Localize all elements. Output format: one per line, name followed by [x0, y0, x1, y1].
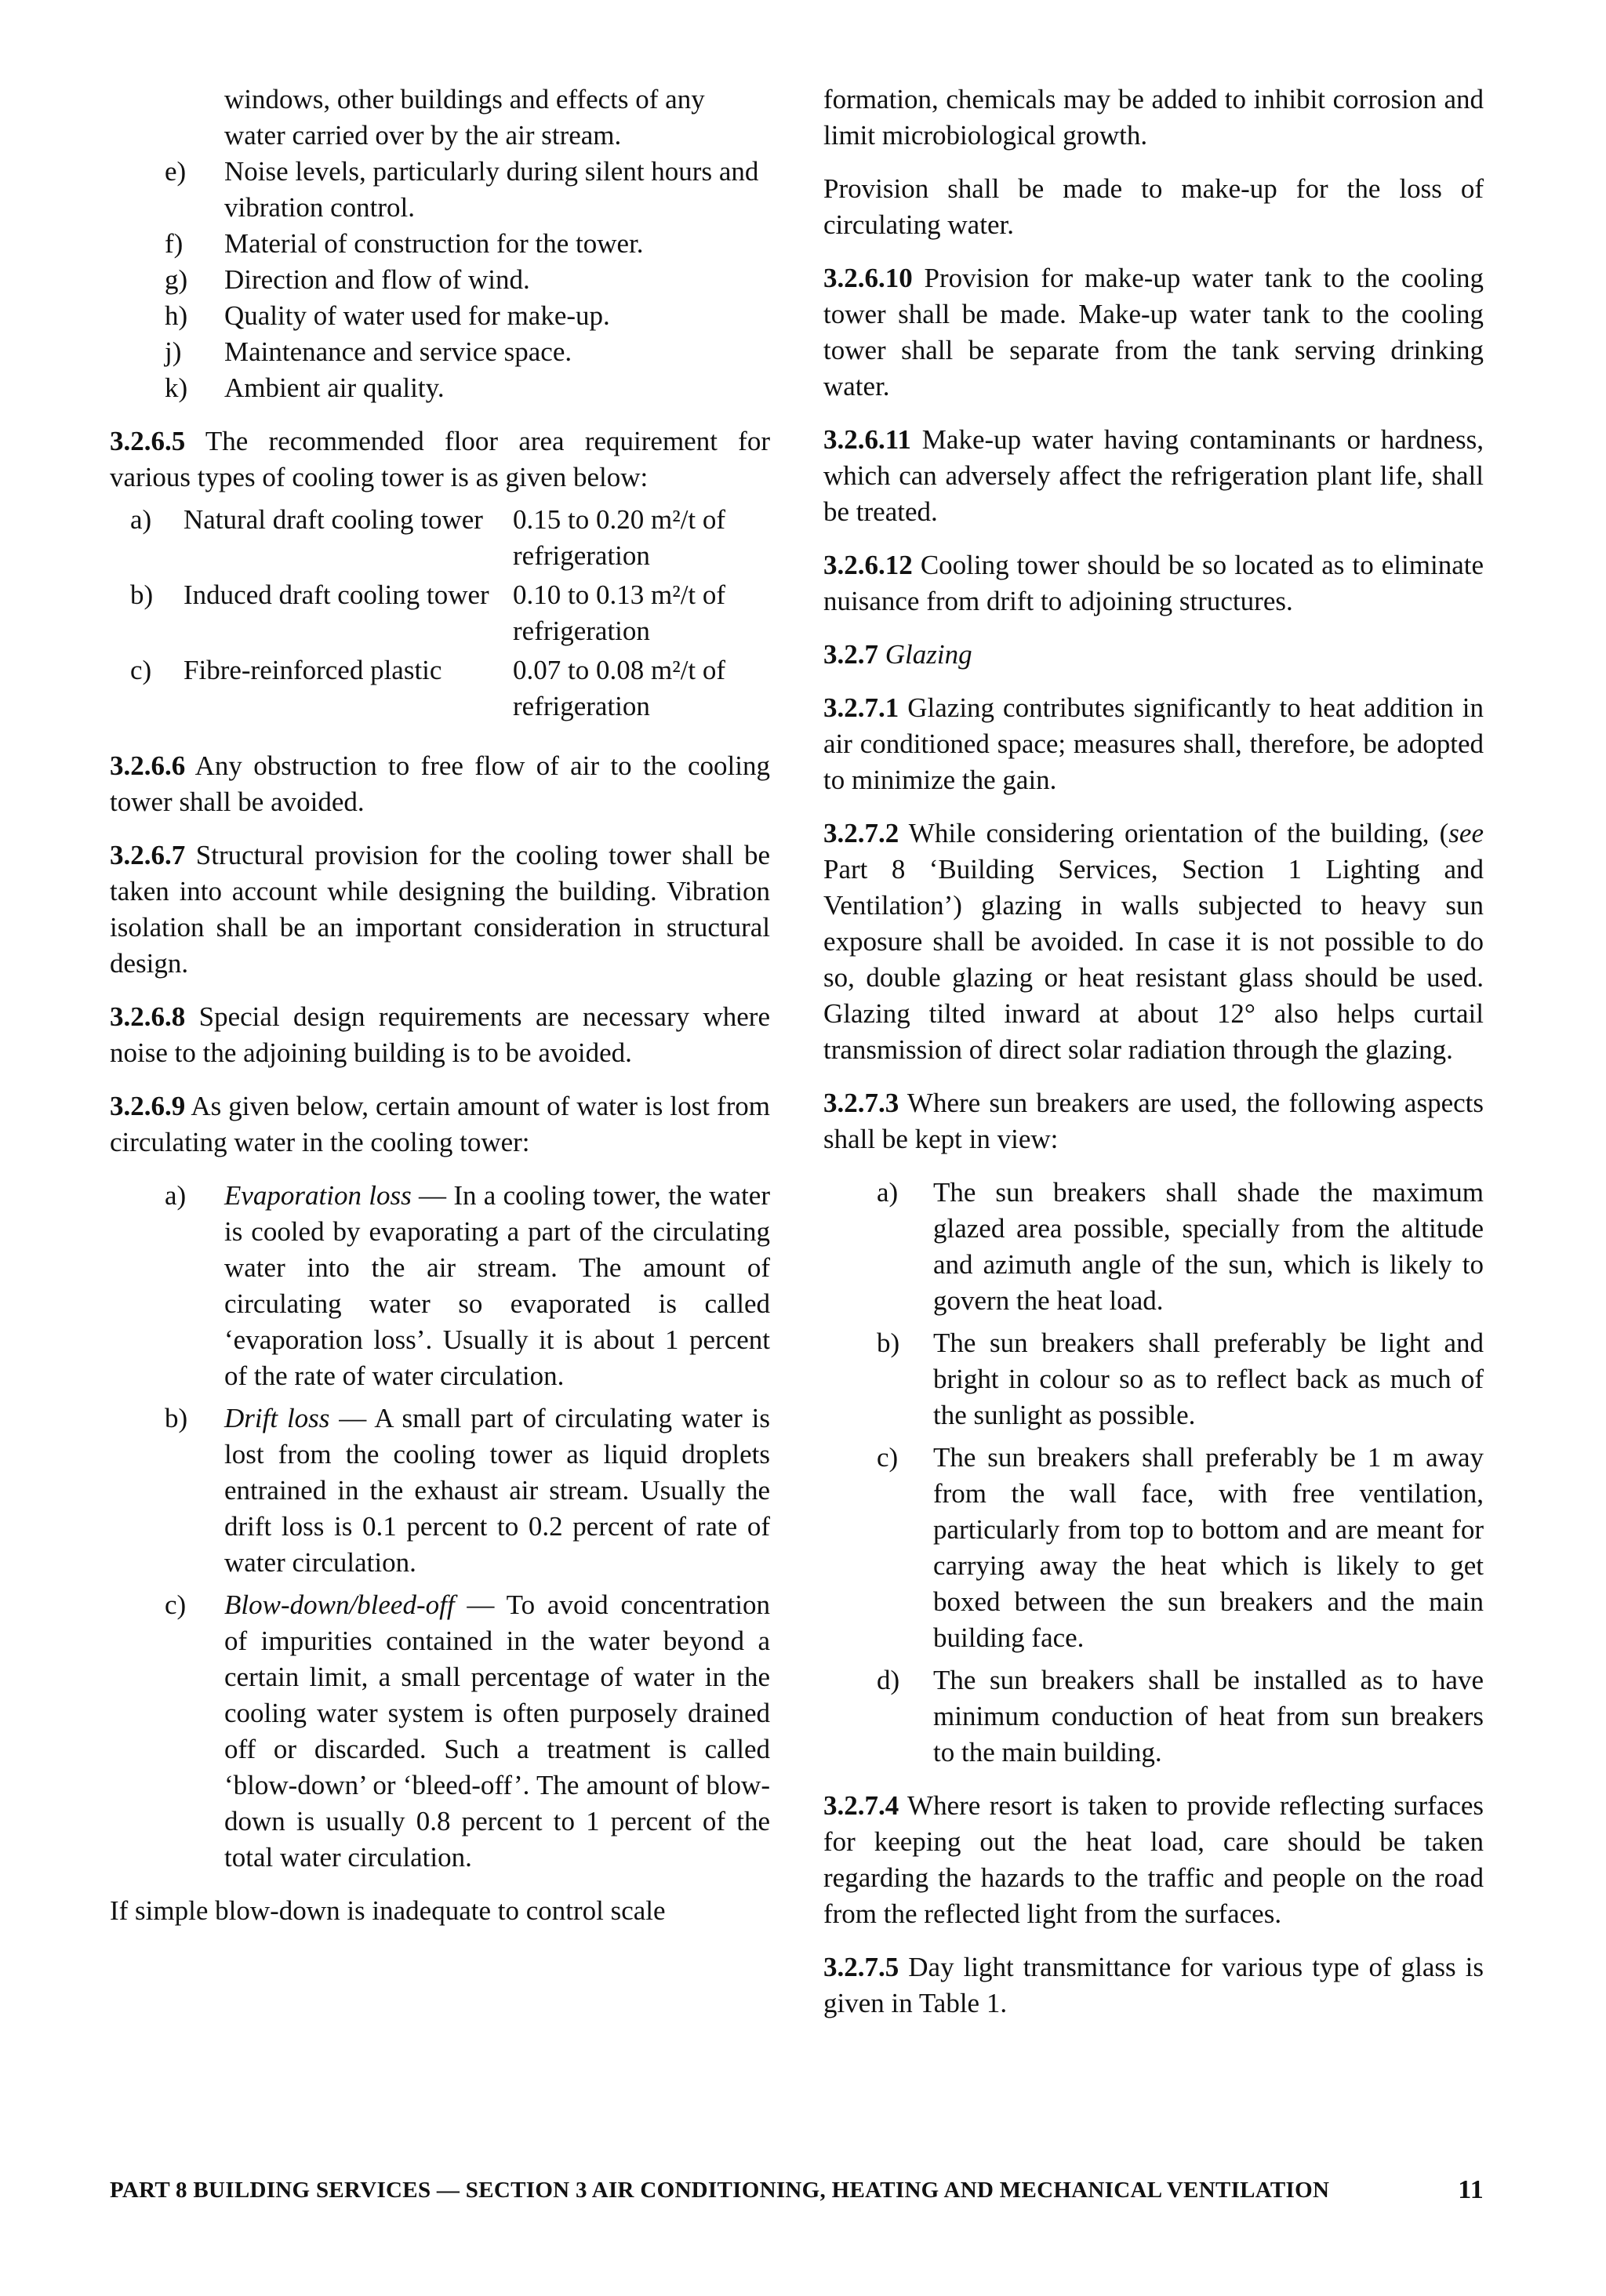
clause-3-2-6-5: 3.2.6.5 The recommended floor area requirement for various types of cooling tower is as given below: — [110, 426, 770, 492]
clause-3-2-7-1: 3.2.7.1 Glazing contributes significantly to heat addition in air conditioned space; measures shall, therefore, be adopted to minimize the gain. — [823, 692, 1484, 795]
clause-3-2-6-10: 3.2.6.10 Provision for make-up water tank to the cooling tower shall be made. Make-up water tank to the cooling tower shall be separate from the tank serving drinking water. — [823, 263, 1484, 401]
right-column — [823, 82, 1484, 2039]
clause-3-2-6-6: 3.2.6.6 Any obstruction to free flow of air to the cooling tower shall be avoided. — [110, 750, 770, 817]
list-item: f) Material of construction for the tower. — [165, 228, 644, 259]
clause-3-2-6-12: 3.2.6.12 Cooling tower should be so located as to eliminate nuisance from drift to adjoining structures. — [823, 550, 1484, 616]
list-item: h) Quality of water used for make-up. — [165, 300, 610, 331]
clause-3-2-6-9: 3.2.6.9 As given below, certain amount of water is lost from circulating water in the cooling tower: — [110, 1091, 770, 1157]
page-number: 11 — [1458, 2175, 1484, 2204]
clause-3-2-7-3: 3.2.7.3 Where sun breakers are used, the following aspects shall be kept in view: — [823, 1088, 1484, 1154]
list-item: e) Noise levels, particularly during silent hours and vibration control. — [165, 156, 759, 223]
table-row: a) Natural draft cooling tower 0.15 to 0.20 m²/t of refrigeration — [130, 504, 726, 571]
water-loss-list — [110, 1178, 770, 1876]
sun-breakers-list — [823, 1175, 1484, 1771]
clause-3-2-6-7: 3.2.6.7 Structural provision for the cooling tower shall be taken into account while designing the building. Vibration isolation shall be an important consideration in structural design. — [110, 840, 770, 979]
page-footer — [110, 2172, 1484, 2208]
list-item: d) The sun breakers shall be installed as to have minimum conduction of heat from sun breakers to the main building. — [877, 1665, 1484, 1767]
list-item: k) Ambient air quality. — [165, 372, 445, 403]
list-item: c) The sun breakers shall preferably be 1 m away from the wall face, with free ventilation, particularly from top to bottom and are meant for carrying away the heat which is likely to get boxed between the sun breakers and the main building face. — [877, 1442, 1484, 1653]
list-item: windows, other buildings and effects of any water carried over by the air stream. — [224, 84, 705, 151]
list-item: g) Direction and flow of wind. — [165, 264, 530, 295]
section-heading-glazing: 3.2.7 Glazing — [823, 639, 972, 670]
clause-3-2-7-4: 3.2.7.4 Where resort is taken to provide reflecting surfaces for keeping out the heat load, care should be taken regarding the hazards to the traffic and people on the road from the reflected light from the surfaces. — [823, 1790, 1484, 1929]
table-row: c) Fibre-reinforced plastic 0.07 to 0.08 m²/t of refrigeration — [130, 655, 726, 721]
list-item: a) The sun breakers shall shade the maximum glazed area possible, specially from the altitude and azimuth angle of the sun, which is likely to govern the heat load. — [877, 1177, 1484, 1316]
considerations-list — [110, 82, 770, 406]
clause-3-2-7-5: 3.2.7.5 Day light transmittance for various type of glass is given in Table 1. — [823, 1952, 1484, 2018]
list-item: j) Maintenance and service space. — [165, 336, 572, 367]
footer-title: PART 8 BUILDING SERVICES — SECTION 3 AIR CONDITIONING, HEATING AND MECHANICAL VENTILATION — [110, 2178, 1330, 2203]
clause-3-2-7-2: 3.2.7.2 While considering orientation of the building, (see Part 8 ‘Building Services, Section 1 Lighting and Ventilation’) glazing in walls subjected to heavy sun exposure shall be avoided. In case it is not possible to do so, double glazing or heat resistant glass should be used. Glazing tilted inward at about 12° also helps curtail transmission of direct solar radiation through the glazing. — [823, 818, 1484, 1065]
clause-3-2-6-11: 3.2.6.11 Make-up water having contaminants or hardness, which can adversely affect the refrigeration plant life, shall be treated. — [823, 424, 1484, 527]
paragraph-continuation: formation, chemicals may be added to inhibit corrosion and limit microbiological growth. — [823, 84, 1484, 151]
list-item: a) Evaporation loss — In a cooling tower, the water is cooled by evaporating a part of the circulating water into the air stream. The amount of circulating water so evaporated is called ‘evaporation loss’. Usually it is about 1 percent of the rate of water circulation. — [165, 1180, 770, 1391]
table-row: b) Induced draft cooling tower 0.10 to 0.13 m²/t of refrigeration — [130, 579, 726, 646]
left-column — [110, 82, 770, 1946]
clause-3-2-6-8: 3.2.6.8 Special design requirements are necessary where noise to the adjoining building is to be avoided. — [110, 1001, 770, 1068]
list-item: b) Drift loss — A small part of circulating water is lost from the cooling tower as liquid droplets entrained in the exhaust air stream. Usually the drift loss is 0.1 percent to 0.2 percent of rate of water circulation. — [165, 1403, 770, 1578]
list-item: b) The sun breakers shall preferably be light and bright in colour so as to reflect back as much of the sunlight as possible. — [877, 1328, 1484, 1430]
paragraph-make-up-provision: Provision shall be made to make-up for the loss of circulating water. — [823, 173, 1484, 240]
paragraph-scale-control: If simple blow-down is inadequate to control scale — [110, 1895, 666, 1926]
floor-area-table — [110, 502, 770, 725]
list-item: c) Blow-down/bleed-off — To avoid concentration of impurities contained in the water beyond a certain limit, a small percentage of water in the cooling water system is often purposely drained off or discarded. Such a treatment is called ‘blow-down’ or ‘bleed-off’. The amount of blow-down is usually 0.8 percent to 1 percent of the total water circulation. — [165, 1589, 770, 1873]
